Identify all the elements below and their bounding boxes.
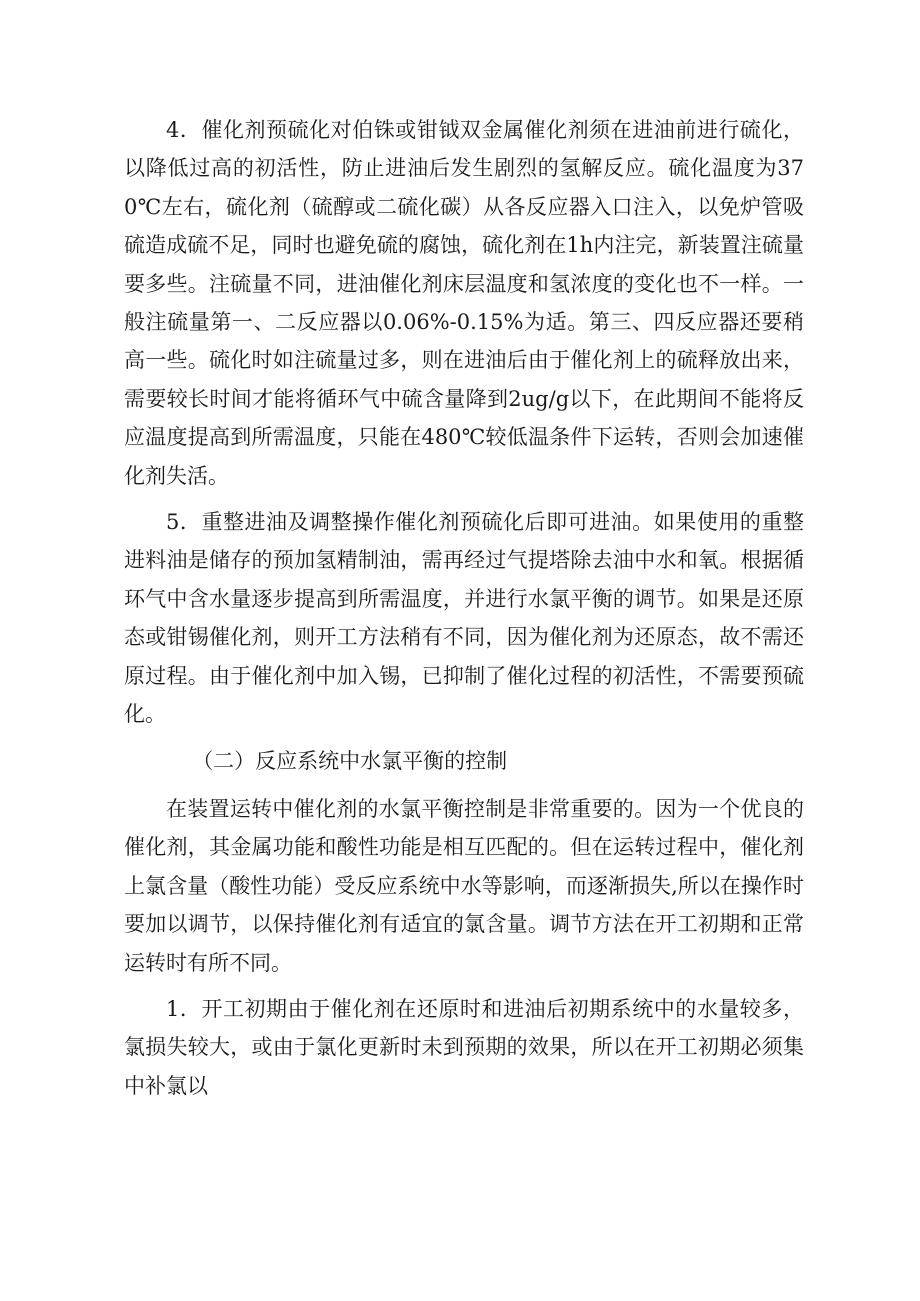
document-body — [124, 111, 804, 1113]
paragraph-water-chlorine-balance: 在装置运转中催化剂的水氯平衡控制是非常重要的。因为一个优良的催化剂，其金属功能和酸性功能是相互匹配的。但在运转过程中，催化剂上氯含量（酸性功能）受反应系统中水等影响，而逐渐损失,所以在操作时要加以调节，以保持催化剂有适宜的氯含量。调节方法在开工初期和正常运转时有所不同。 — [124, 796, 804, 975]
paragraph-startup-initial-stage: 1．开工初期由于催化剂在还原时和进油后初期系统中的水量较多，氯损失较大，或由于氯化更新时未到预期的效果，所以在开工初期必须集中补氯以 — [124, 996, 804, 1098]
paragraph-reforming-feed-adjustment: 5．重整进油及调整操作催化剂预硫化后即可进油。如果使用的重整进料油是储存的预加氢精制油，需再经过气提塔除去油中水和氧。根据循环气中含水量逐步提高到所需温度，并进行水氯平衡的调节。如果是还原态或钳锡催化剂，则开工方法稍有不同，因为催化剂为还原态，故不需还原过程。由于催化剂中加入锡，已抑制了催化过程的初活性，不需要预硫化。 — [124, 510, 804, 727]
paragraph-catalyst-presulfiding: 4．催化剂预硫化对伯铢或钳钺双金属催化剂须在进油前进行硫化，以降低过高的初活性，防止进油后发生剧烈的氢解反应。硫化温度为370℃左右，硫化剂（硫醇或二硫化碳）从各反应器入口注入，以免炉管吸硫造成硫不足，同时也避免硫的腐蚀，硫化剂在1h内注完，新装置注硫量要多些。注硫量不同，进油催化剂床层温度和氢浓度的变化也不一样。一般注硫量第一、二反应器以0.06%-0.15%为适。第三、四反应器还要稍高一些。硫化时如注硫量过多，则在进油后由于催化剂上的硫释放出来，需要较长时间才能将循环气中硫含量降到2ug/g以下，在此期间不能将反应温度提高到所需温度，只能在480℃较低温条件下运转，否则会加速催化剂失活。 — [124, 118, 804, 488]
section-heading: （二）反应系统中水氯平衡的控制 — [192, 748, 508, 773]
